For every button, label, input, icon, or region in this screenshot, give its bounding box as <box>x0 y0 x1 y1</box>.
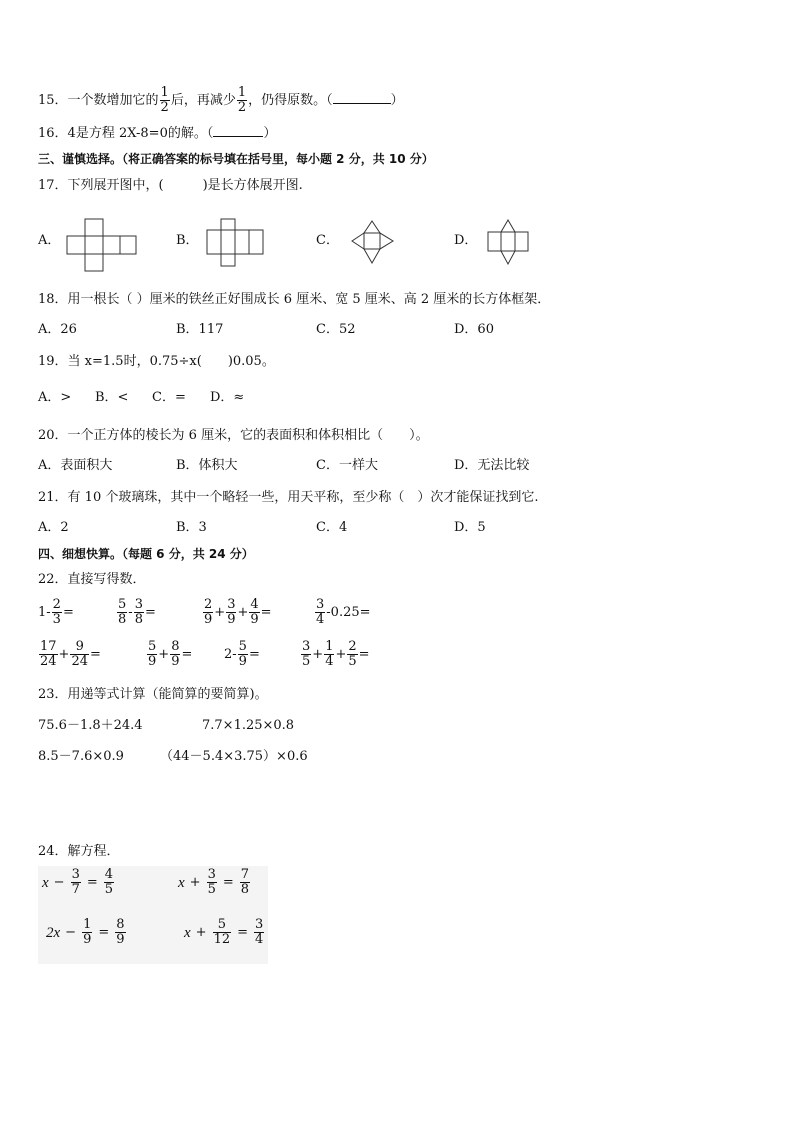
q21-option-a[interactable]: A．2 <box>38 520 69 535</box>
question-18-stem: 18．用一根长（ ）厘米的铁丝正好围成长 6 厘米、宽 5 厘米、高 2 厘米的长方体框架． <box>38 292 551 307</box>
q21-option-c[interactable]: C．4 <box>316 520 348 535</box>
q18-option-b[interactable]: B．117 <box>176 322 224 337</box>
q20-option-b[interactable]: B．体积大 <box>176 458 238 473</box>
question-22-stem: 22．直接写得数． <box>38 572 146 587</box>
question-16: 16．4是方程 2X-8=0的解。（ ） <box>38 126 277 141</box>
q18-option-a[interactable]: A．26 <box>38 322 77 337</box>
q19-option-a[interactable]: A．> <box>38 390 72 405</box>
q15-text-mid: 后，再减少 <box>170 93 236 108</box>
q20-option-c[interactable]: C．一样大 <box>316 458 378 473</box>
q22-expression-3: $\frac{2}{9}$ + $\frac{3}{9}$ + $\frac{4}{9}$ = <box>204 597 272 627</box>
q22-expression-7: 2- $\frac{5}{9}$ = <box>224 639 260 669</box>
q22-expression-6: $\frac{5}{9}$ + $\frac{8}{9}$ = <box>148 639 193 669</box>
question-23-stem: 23．用递等式计算（能简算的要简算)。 <box>38 687 268 702</box>
question-24-stem: 24．解方程． <box>38 844 120 859</box>
q23-item-2: 7.7×1.25×0.8 <box>202 718 295 733</box>
q20-option-d[interactable]: D．无法比较 <box>454 458 530 473</box>
q19-option-b[interactable]: B．< <box>95 390 129 405</box>
q22-expression-8: $\frac{3}{5}$ + $\frac{1}{4}$ + $\frac{2}{5}$ = <box>302 639 370 669</box>
section-4-title: 四、细想快算。（每题 6 分，共 24 分） <box>38 547 254 561</box>
q22-expression-5: $\frac{17}{24}$ + $\frac{9}{24}$ = <box>40 639 101 669</box>
equation-2: x + $\frac{3}{5}$ = $\frac{7}{8}$ <box>178 867 250 897</box>
q23-item-4: （44－5.4×3.75）×0.6 <box>160 749 308 764</box>
answer-blank[interactable] <box>333 91 391 104</box>
q20-option-a[interactable]: A．表面积大 <box>38 458 113 473</box>
answer-blank[interactable] <box>213 124 263 137</box>
section-3-title: 三、谨慎选择。（将正确答案的标号填在括号里，每小题 2 分，共 10 分） <box>38 152 434 166</box>
question-15: 15．一个数增加它的 $\frac{1}{2}$ 后，再减少 $\frac{1}{2}$ ，仍得原数。（ ） <box>38 85 404 115</box>
question-20-stem: 20．一个正方体的棱长为 6 厘米，它的表面积和体积相比（ ）。 <box>38 428 429 443</box>
q15-text-end: ，仍得原数。（ <box>248 93 333 108</box>
q21-option-b[interactable]: B．3 <box>176 520 207 535</box>
cuboid-net-b-icon <box>206 218 266 268</box>
q23-item-1: 75.6－1.8＋24.4 <box>38 718 143 733</box>
q22-expression-4: $\frac{3}{4}$ -0.25= <box>316 597 371 627</box>
net-c-icon <box>350 218 396 266</box>
q19-option-d[interactable]: D．≈ <box>210 390 245 405</box>
cuboid-net-a-icon <box>66 218 138 272</box>
equation-4: x + $\frac{5}{12}$ = $\frac{3}{4}$ <box>184 917 264 947</box>
question-21-stem: 21．有 10 个玻璃珠，其中一个略轻一些，用天平称，至少称（ ）次才能保证找到它. <box>38 490 539 505</box>
q22-expression-2: $\frac{5}{8}$ - $\frac{3}{8}$ = <box>118 597 156 627</box>
fraction: $\frac{1}{2}$ <box>237 85 247 115</box>
equation-1: x − $\frac{3}{7}$ = $\frac{4}{5}$ <box>42 867 114 897</box>
q18-option-d[interactable]: D．60 <box>454 322 494 337</box>
q19-option-c[interactable]: C．= <box>152 390 186 405</box>
equation-3: 2x − $\frac{1}{9}$ = $\frac{8}{9}$ <box>46 917 125 947</box>
question-19-stem: 19．当 x=1.5时，0.75÷x( )0.05。 <box>38 354 275 369</box>
q21-option-d[interactable]: D．5 <box>454 520 486 535</box>
fraction: $\frac{1}{2}$ <box>160 85 169 115</box>
q15-text-start: 15．一个数增加它的 <box>38 93 159 108</box>
question-17-stem: 17．下列展开图中，( )是长方体展开图. <box>38 178 303 193</box>
q23-item-3: 8.5－7.6×0.9 <box>38 749 124 764</box>
q18-option-c[interactable]: C．52 <box>316 322 356 337</box>
q22-expression-1: 1- $\frac{2}{3}$ = <box>38 597 74 627</box>
net-d-icon <box>486 218 532 266</box>
